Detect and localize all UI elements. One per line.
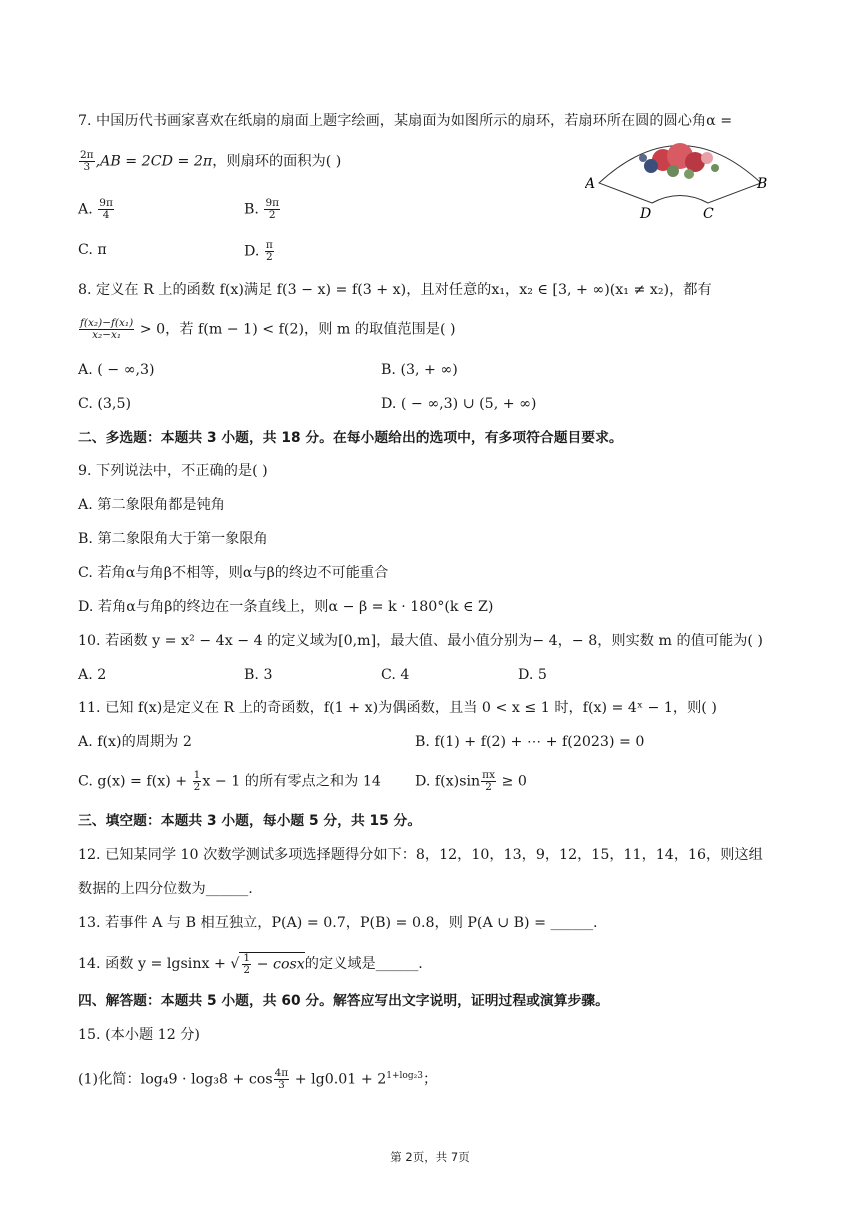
section-3-heading: 三、填空题：本题共 3 小题，每小题 5 分，共 15 分。 [78,813,422,829]
q7-stem-line1: 7. 中国历代书画家喜欢在纸扇的扇面上题字绘画，某扇面为如图所示的扇环，若扇环所在圆的圆心角α = [78,113,733,129]
fig-label-a: A [585,176,596,192]
page-footer: 第 2页，共 7页 [390,1150,470,1164]
q7-option-d: D. $\frac{\pi}{2}$ [244,239,273,263]
q7-option-c: C. π [78,242,107,258]
q12-stem-line1: 12. 已知某同学 10 次数学测试多项选择题得分如下：8，12，10，13，9，12，15，11，14，16，则这组 [78,847,763,863]
q8-fraction: $\frac{\text{f(x₂)−f(x₁)}}{\text{x₂−x₁}}$ [80,317,134,341]
q9-option-a: A. 第二象限角都是钝角 [78,497,225,513]
q8-stem-line1: 8. 定义在 R 上的函数 f(x)满足 f(3 − x) = f(3 + x)，且对任意的x₁，x₂ ∈ [3, + ∞)(x₁ ≠ x₂)，都有 [78,282,712,298]
q11-option-d: D. f(x)sin $\frac{\pi x}{2}$ ≥ 0 [415,769,527,793]
q7-alpha-fraction: $\frac{2\pi}{3}$ [80,149,94,173]
q10-option-b: B. 3 [244,667,273,683]
q14-stem: 14. 函数 y = lgsinx + √ $\frac{1}{2}$ − cosx的定义域是______. [78,952,423,976]
q11-option-a: A. f(x)的周期为 2 [78,734,192,750]
q7-arc-equation: ,AB = 2CD = 2π [95,153,213,170]
q15-stem: 15. (本小题 12 分) [78,1027,200,1043]
fan-ring-figure [585,128,775,223]
q8-option-c: C. (3,5) [78,396,132,412]
q8-option-d: D. ( − ∞,3) ∪ (5, + ∞) [381,396,537,412]
section-4-heading: 四、解答题：本题共 5 小题，共 60 分。解答应写出文字说明，证明过程或演算步骤。 [78,993,609,1009]
q10-option-a: A. 2 [78,667,107,683]
q10-option-c: C. 4 [381,667,410,683]
q12-stem-line2: 数据的上四分位数为______. [78,881,253,897]
q9-stem: 9. 下列说法中，不正确的是( ) [78,463,268,479]
q13-stem: 13. 若事件 A 与 B 相互独立，P(A) = 0.7，P(B) = 0.8，则 P(A ∪ B) = ______. [78,915,598,931]
q11-option-c: C. g(x) = f(x) + $\frac{1}{2}$ x − 1 的所有零点之和为 14 [78,769,381,793]
q11-option-b: B. f(1) + f(2) + ⋯ + f(2023) = 0 [415,734,645,750]
q14-sqrt: $\frac{1}{2}$ − cosx [239,952,304,976]
q7-option-b: B. $\frac{9\pi}{2}$ [244,197,280,221]
q10-stem: 10. 若函数 y = x² − 4x − 4 的定义域为[0,m]，最大值、最小值分别为− 4，− 8，则实数 m 的值可能为( ) [78,633,763,649]
q9-option-b: B. 第二象限角大于第一象限角 [78,531,268,547]
q10-option-d: D. 5 [518,667,547,683]
q7-stem-tail: ，则扇环的面积为( ) [212,153,342,170]
q8-option-b: B. (3, + ∞) [381,362,458,378]
q8-stem-line2: $\frac{\text{f(x₂)−f(x₁)}}{\text{x₂−x₁}}$ > 0，若 f(m − 1) < f(2)，则 m 的取值范围是( ) [80,317,456,341]
q8-option-a: A. ( − ∞,3) [78,362,155,378]
q7-option-a: A. $\frac{9\pi}{4}$ [78,197,113,221]
q9-option-c: C. 若角α与角β不相等，则α与β的终边不可能重合 [78,565,389,581]
q15-part1: (1)化简：log₄9 · log₃8 + cos $\frac{4\pi}{3}$ + $\lg 0.01 + 2^{1+log_23}$； [78,1067,438,1092]
fig-label-d: D [640,206,652,222]
q7-stem-line2 [78,150,341,173]
q9-option-d: D. 若角α与角β的终边在一条直线上，则α − β = k · 180°(k ∈ Z) [78,599,494,615]
section-2-heading: 二、多选题：本题共 3 小题，共 18 分。在每小题给出的选项中，有多项符合题目要求。 [78,430,623,446]
fig-label-c: C [703,206,714,222]
q11-stem: 11. 已知 f(x)是定义在 R 上的奇函数，f(1 + x)为偶函数，且当 0 < x ≤ 1 时，f(x) = 4ˣ − 1，则( ) [78,700,717,716]
fig-label-b: B [757,176,768,192]
